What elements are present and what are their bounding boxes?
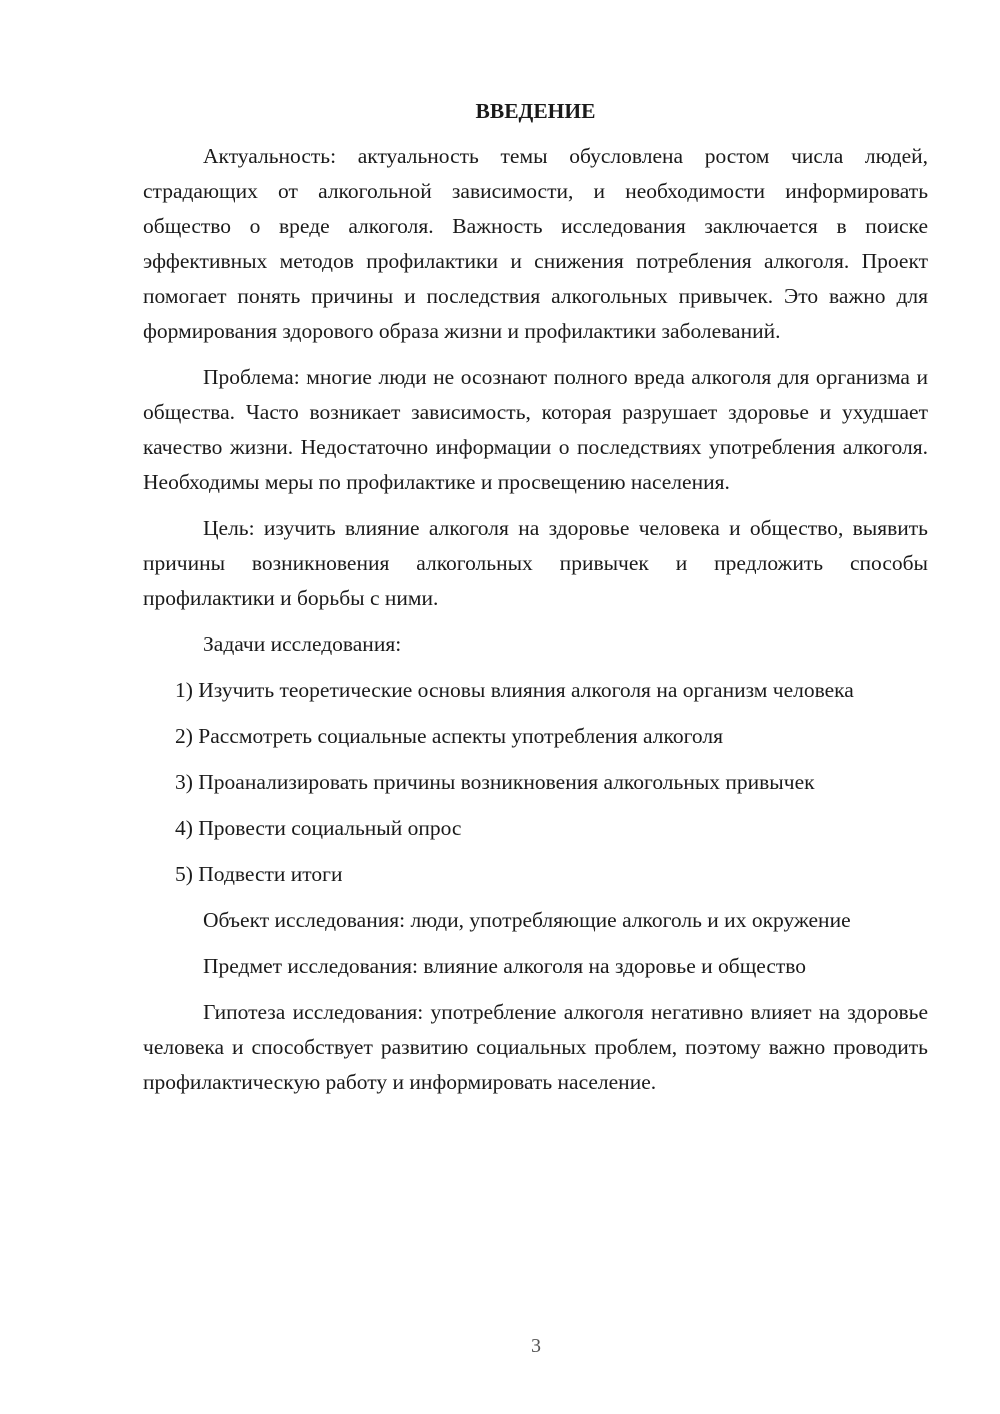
task-item-5: 5) Подвести итоги: [175, 862, 343, 886]
task-item-2: 2) Рассмотреть социальные аспекты употребления алкоголя: [175, 724, 723, 748]
relevance-paragraph: Актуальность: актуальность темы обусловлена ростом числа людей, страдающих от алкогольной зависимости, и необходимости информировать общество о вреде алкоголя. Важность исследования заключается в поиске эффективных методов профилактики и снижения потребления алкоголя. Проект помогает понять причины и последствия алкогольных привычек. Это важно для формирования здорового образа жизни и профилактики заболеваний.: [143, 144, 928, 343]
section-heading: ВВЕДЕНИЕ: [475, 99, 596, 123]
problem-paragraph: Проблема: многие люди не осознают полного вреда алкоголя для организма и общества. Часто возникает зависимость, которая разрушает здоровье и ухудшает качество жизни. Недостаточно информации о последствиях употребления алкоголя. Необходимы меры по профилактике и просвещению населения.: [143, 365, 928, 494]
goal-paragraph: Цель: изучить влияние алкоголя на здоровье человека и общество, выявить причины возникновения алкогольных привычек и предложить способы профилактики и борьбы с ними.: [143, 516, 928, 610]
task-item-3: 3) Проанализировать причины возникновения алкогольных привычек: [175, 770, 815, 794]
task-item-1: 1) Изучить теоретические основы влияния алкоголя на организм человека: [175, 678, 854, 702]
subject-paragraph: Предмет исследования: влияние алкоголя на здоровье и общество: [203, 954, 807, 978]
page-content: [143, 96, 928, 1111]
page-number: 3: [531, 1335, 541, 1357]
hypothesis-paragraph: Гипотеза исследования: употребление алкоголя негативно влияет на здоровье человека и способствует развитию социальных проблем, поэтому важно проводить профилактическую работу и информировать население.: [143, 1000, 928, 1094]
tasks-title: Задачи исследования:: [203, 632, 402, 656]
object-paragraph: Объект исследования: люди, употребляющие алкоголь и их окружение: [203, 908, 851, 932]
task-item-4: 4) Провести социальный опрос: [175, 816, 462, 840]
